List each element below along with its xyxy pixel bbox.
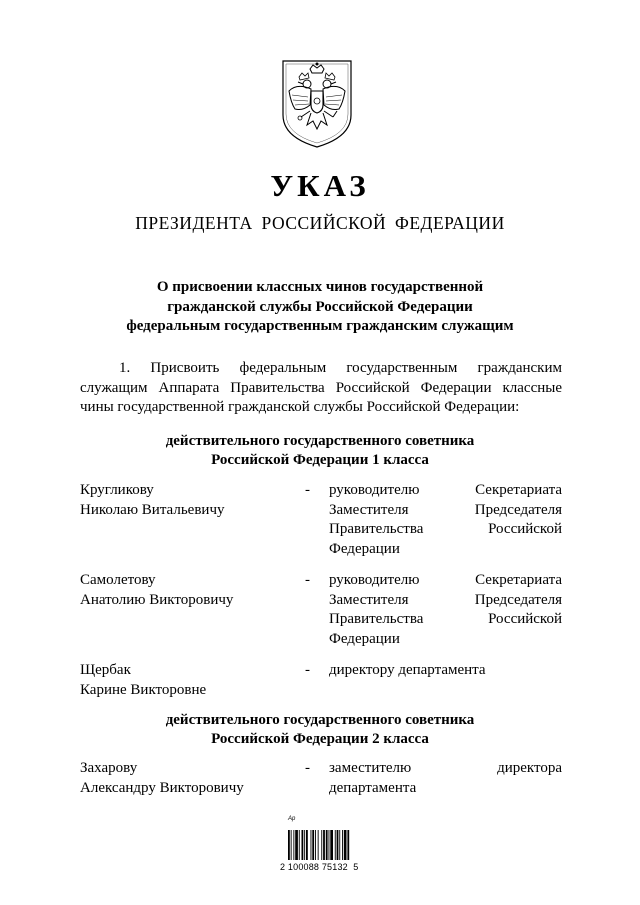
position-line: заместителю директора: [329, 760, 562, 776]
rank-heading-line: Российской Федерации 2 класса: [211, 731, 429, 747]
rank-heading-line: действительного государственного советника: [165, 433, 475, 449]
person-name: [80, 481, 300, 520]
barcode-mark: Ар: [288, 816, 296, 822]
rank-heading-line: Российской Федерации 1 класса: [211, 452, 429, 468]
surname: Захарову: [80, 760, 138, 776]
person-position: [329, 481, 562, 559]
separator-dash: -: [305, 662, 310, 678]
decree-heading-line: федеральным государственным гражданским служащим: [126, 318, 514, 334]
separator-dash: -: [305, 760, 310, 776]
decree-heading-line: гражданской службы Российской Федерации: [167, 298, 473, 315]
given-name: Анатолию Викторовичу: [80, 591, 234, 608]
barcode: [280, 818, 364, 878]
position-line: Правительства Российской: [329, 611, 562, 627]
separator-dash: -: [305, 572, 310, 588]
paragraph-line: 1. Присвоить федеральным государственным гражданским: [119, 360, 562, 376]
position-line: Заместителя Председателя: [329, 501, 562, 518]
person-position: [329, 759, 562, 798]
position-line: Федерации: [329, 630, 400, 647]
rank-heading-2: [0, 711, 640, 749]
rank-heading-line: действительного государственного советника: [165, 712, 475, 728]
position-line: руководителю Секретариата: [329, 482, 562, 498]
given-name: Николаю Витальевичу: [80, 501, 225, 518]
paragraph-line: чины государственной гражданской службы Российской Федерации:: [80, 399, 520, 415]
position-line: Федерации: [329, 540, 400, 557]
separator-dash: -: [305, 482, 310, 498]
decree-heading-line: О присвоении классных чинов государственной: [156, 279, 484, 295]
paragraph-1: [80, 359, 562, 418]
position-line: Правительства Российской: [329, 521, 562, 537]
barcode-bars-icon: [280, 818, 364, 862]
rank-heading-1: [0, 432, 640, 470]
state-emblem-icon: [277, 55, 357, 150]
decree-heading: [0, 278, 640, 337]
surname: Самолетову: [80, 572, 156, 588]
surname: Кругликову: [80, 482, 154, 498]
given-name: Александру Викторовичу: [80, 779, 244, 796]
position-line: Заместителя Председателя: [329, 591, 562, 608]
position-line: директору департамента: [329, 662, 486, 678]
person-name: [80, 661, 300, 700]
position-line: департамента: [329, 779, 417, 796]
barcode-number: 2 100088 75132 5: [280, 862, 359, 872]
person-position: [329, 571, 562, 649]
person-name: [80, 759, 300, 798]
paragraph-line: служащим Аппарата Правительства Российской Федерации классные: [80, 379, 562, 396]
person-name: [80, 571, 300, 610]
given-name: Карине Викторовне: [80, 681, 207, 698]
position-line: руководителю Секретариата: [329, 572, 562, 588]
person-position: [329, 661, 562, 681]
document-title: УКАЗ: [270, 168, 370, 203]
document-subtitle: ПРЕЗИДЕНТА РОССИЙСКОЙ ФЕДЕРАЦИИ: [135, 213, 505, 233]
surname: Щербак: [80, 662, 131, 678]
